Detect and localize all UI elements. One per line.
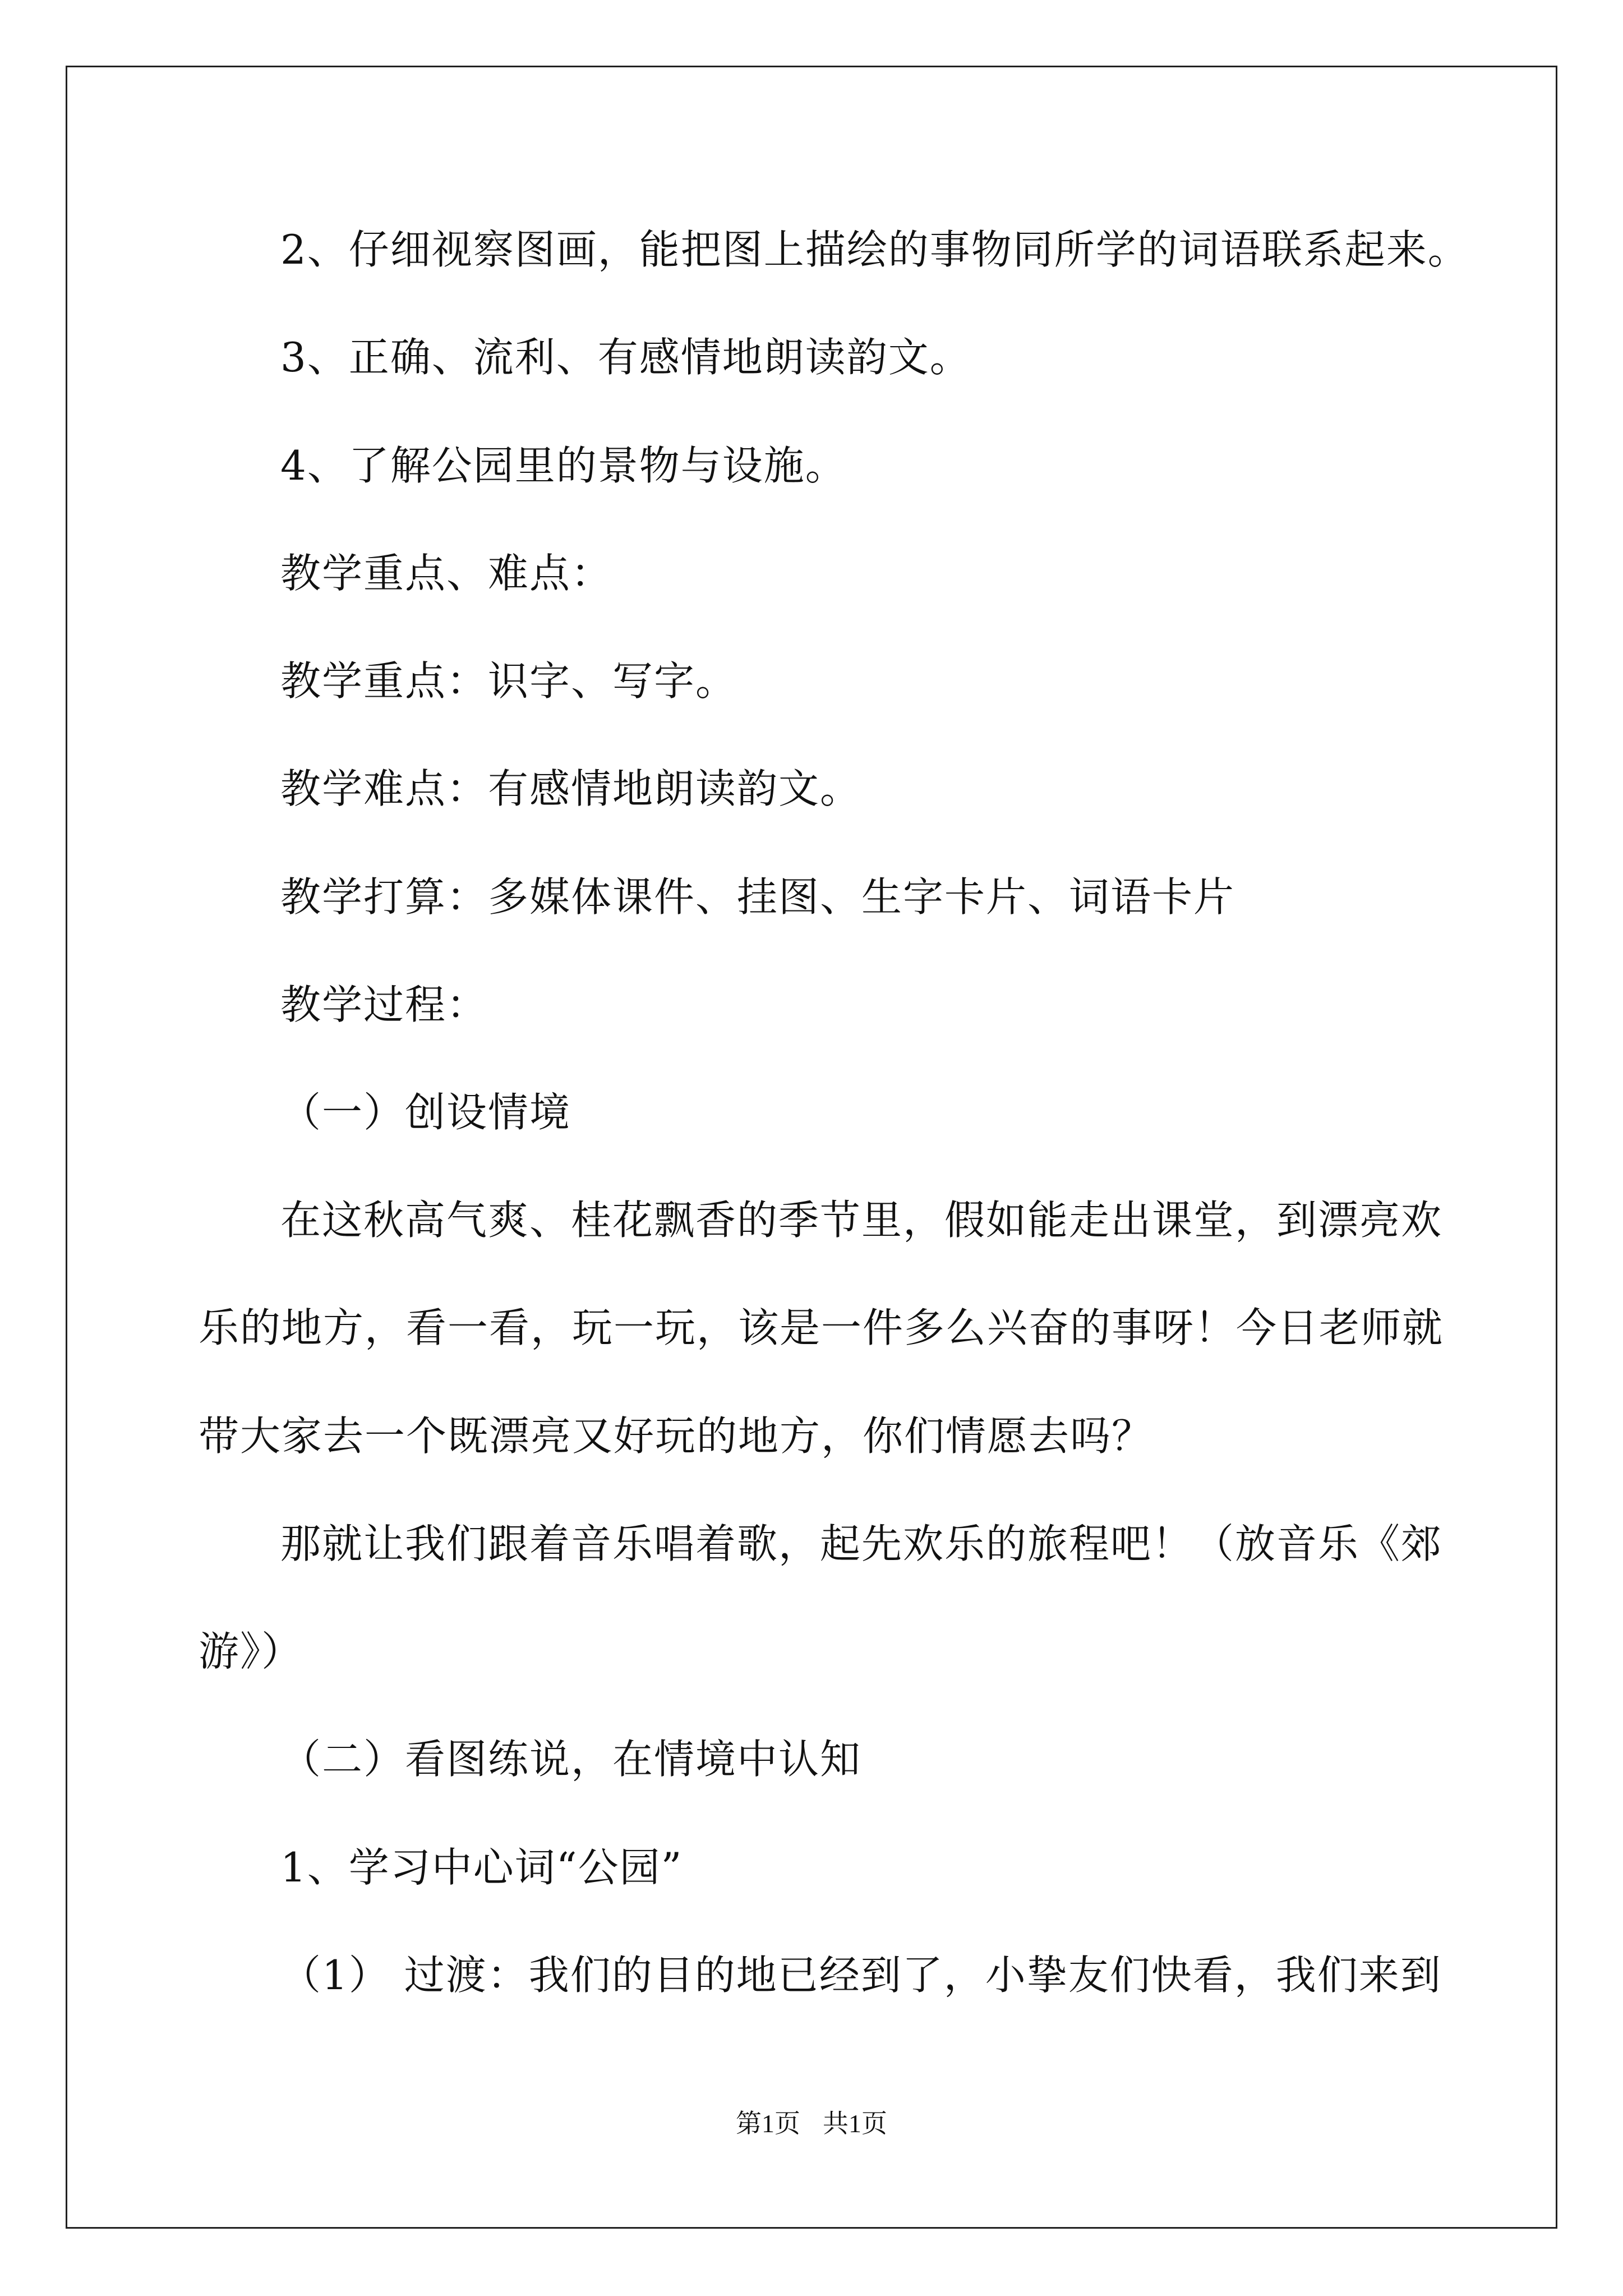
page-footer: [0, 2107, 1623, 2141]
text-line-paragraph-2a: 那就让我们跟着音乐唱着歌，起先欢乐的旅程吧！（放音乐《郊: [280, 1520, 1443, 1567]
text-line-goal-2: 2、仔细视察图画，能把图上描绘的事物同所学的词语联系起来。: [280, 226, 1469, 273]
text-line-goal-4: 4、了解公园里的景物与设施。: [280, 442, 847, 489]
page-total: 共1页: [823, 2109, 887, 2138]
page-number: 第1页: [736, 2109, 800, 2138]
text-line-key-points-heading: 教学重点、难点：: [280, 550, 613, 597]
text-line-section-one: （一）创设情境: [280, 1089, 571, 1136]
text-line-process-heading: 教学过程：: [280, 981, 488, 1028]
text-line-paragraph-1b: 乐的地方，看一看，玩一玩，该是一件多么兴奋的事呀！今日老师就: [199, 1304, 1444, 1351]
text-line-item-1: 1、学习中心词“公园”: [280, 1844, 683, 1891]
text-line-paragraph-1a: 在这秋高气爽、桂花飘香的季节里，假如能走出课堂，到漂亮欢: [280, 1197, 1443, 1244]
text-line-difficulty: 教学难点：有感情地朗读韵文。: [280, 765, 862, 812]
text-line-paragraph-1c: 带大家去一个既漂亮又好玩的地方，你们情愿去吗？: [199, 1412, 1154, 1460]
page-border: [66, 66, 1557, 2229]
text-line-key-point: 教学重点：识字、写字。: [280, 657, 737, 705]
text-line-section-two: （二）看图练说，在情境中认知: [280, 1736, 862, 1783]
text-line-preparation: 教学打算：多媒体课件、挂图、生字卡片、词语卡片: [280, 873, 1235, 921]
text-line-goal-3: 3、正确、流利、有感情地朗读韵文。: [280, 334, 971, 381]
text-line-item-1-1: （1） 过渡：我们的目的地已经到了，小挚友们快看，我们来到: [280, 1952, 1442, 1999]
text-line-paragraph-2b: 游》）: [199, 1628, 303, 1675]
